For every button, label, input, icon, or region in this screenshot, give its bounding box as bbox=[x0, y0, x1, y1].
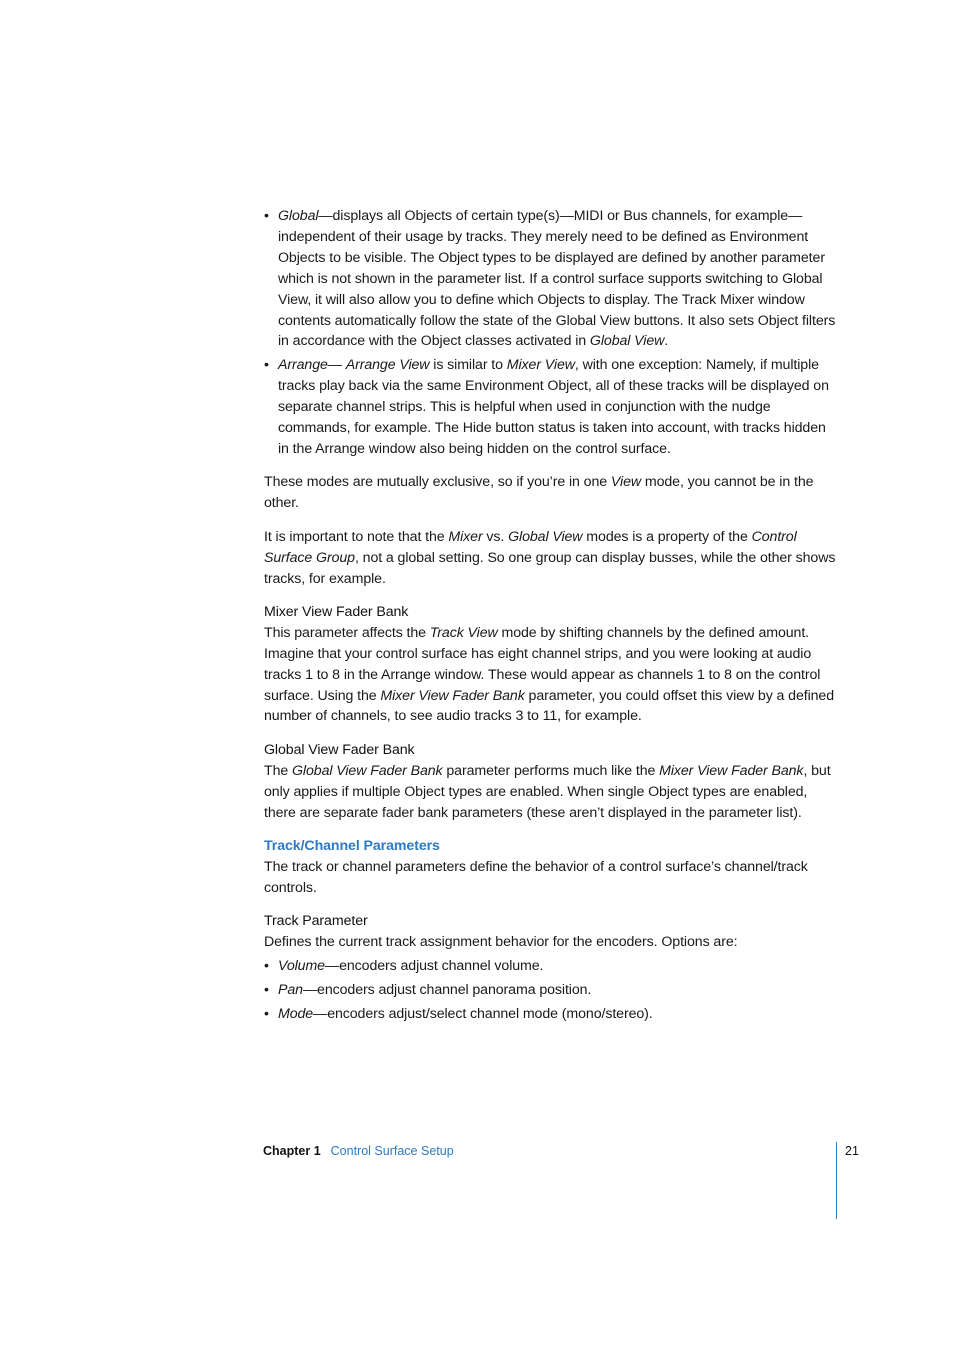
list-item-global bbox=[264, 206, 836, 352]
chapter-title-link[interactable]: Control Surface Setup bbox=[330, 1144, 454, 1158]
mixer-view-fader-bank-heading: Mixer View Fader Bank bbox=[264, 603, 409, 620]
dash: — bbox=[313, 1005, 328, 1022]
bullet: • bbox=[264, 357, 269, 374]
footer-divider bbox=[836, 1142, 837, 1219]
track-parameter-options bbox=[264, 956, 836, 1025]
text-run: modes is a property of the bbox=[582, 528, 752, 545]
text-run: This parameter affects the bbox=[264, 624, 430, 641]
paragraph-important bbox=[264, 527, 836, 590]
mixer-view-term: Mixer View bbox=[506, 357, 575, 374]
text-run: The track or channel parameters define the behavior of a control surface’s channel/track controls. bbox=[264, 858, 808, 896]
bullet: • bbox=[264, 1005, 269, 1022]
track-parameter-section bbox=[264, 911, 836, 953]
arrange-text-a: is similar to bbox=[429, 357, 507, 374]
text-run: Defines the current track assignment behavior for the encoders. Options are: bbox=[264, 934, 738, 951]
global-view-fader-bank-heading: Global View Fader Bank bbox=[264, 741, 415, 758]
em-run: Control Surface Group bbox=[264, 528, 797, 566]
arrange-view-term: Arrange View bbox=[345, 357, 430, 374]
em-run: Track View bbox=[429, 624, 498, 641]
em-run: Global View Fader Bank bbox=[292, 762, 443, 779]
page-footer bbox=[263, 1143, 454, 1159]
arrange-description: , with one exception: Namely, if multiple tracks play back via the same Environment Object, all of these tracks will be displayed on separate channel strips. This is helpful when used in conjunction with the nudge commands, for example. The Hide button status is taken into account, with tracks hidden in the Arrange window also being hidden on the control surface. bbox=[278, 357, 829, 457]
view-mode-list bbox=[264, 206, 836, 460]
track-parameter-heading: Track Parameter bbox=[264, 913, 368, 930]
text-run: mode, you cannot be in the other. bbox=[264, 474, 814, 512]
text-run: parameter performs much like the bbox=[442, 762, 660, 779]
bullet: • bbox=[264, 981, 269, 998]
page-body bbox=[264, 206, 836, 1037]
track-channel-parameters-heading: Track/Channel Parameters bbox=[264, 837, 440, 854]
em-run: Mixer View Fader Bank bbox=[659, 762, 804, 779]
list-item-mode bbox=[264, 1004, 836, 1025]
list-item-pan bbox=[264, 980, 836, 1001]
list-item-volume bbox=[264, 956, 836, 977]
term-pan: Pan bbox=[278, 981, 303, 998]
em-run: Mixer bbox=[448, 528, 483, 545]
text-run: It is important to note that the bbox=[264, 528, 449, 545]
mixer-view-fader-bank-section bbox=[264, 602, 836, 727]
text-run: , not a global setting. So one group can display busses, while the other shows tracks, for example. bbox=[264, 549, 836, 587]
term-arrange: Arrange bbox=[278, 357, 328, 374]
global-description: displays all Objects of certain type(s)—MIDI or Bus channels, for example—independent of their usage by tracks. They merely need to be defined as Environment Objects to be visible. The Object types to be displayed are defined by another parameter which is not shown in the parameter list. If a control surface supports switching to Global View, it will also allow you to define which Objects to display. The Track Mixer window contents automatically follow the state of the Global View buttons. It also sets Object filters in accordance with the Object classes activated in bbox=[278, 208, 836, 350]
text-run: vs. bbox=[482, 528, 509, 545]
global-view-term: Global View bbox=[589, 333, 665, 350]
em-run: Global View bbox=[508, 528, 583, 545]
dash: — bbox=[324, 958, 340, 974]
dash: — bbox=[302, 981, 318, 998]
text-run: The bbox=[264, 762, 292, 779]
text-run: mode by shifting channels by the defined amount. Imagine that your control surface has eight channel strips, and you were looking at audio tracks 1 to 8 in the Arrange window. These would appear as channels 1 to 8 on the control surface. Using the bbox=[264, 624, 821, 704]
mode-description: encoders adjust/select channel mode (mono/stereo). bbox=[327, 1005, 653, 1022]
bullet: • bbox=[264, 208, 269, 224]
bullet: • bbox=[264, 958, 269, 974]
period: . bbox=[664, 333, 669, 350]
text-run: These modes are mutually exclusive, so if you’re in one bbox=[264, 474, 611, 491]
text-run: , but only applies if multiple Object types are enabled. When single Object types are enabled, there are separate fader bank parameters (these aren’t displayed in the parameter list). bbox=[264, 762, 831, 821]
paragraph-modes bbox=[264, 472, 836, 514]
track-channel-parameters-section bbox=[264, 836, 836, 899]
dash: — bbox=[318, 208, 333, 224]
em-run: Mixer View Fader Bank bbox=[380, 687, 525, 704]
global-view-fader-bank-section bbox=[264, 740, 836, 824]
text-run: parameter, you could offset this view by a defined number of channels, to see audio tracks 3 to 11, for example. bbox=[264, 687, 835, 725]
term-mode: Mode bbox=[278, 1005, 314, 1022]
term-volume: Volume bbox=[278, 958, 325, 974]
volume-description: encoders adjust channel volume. bbox=[339, 958, 544, 974]
pan-description: encoders adjust channel panorama position. bbox=[317, 981, 592, 998]
dash: — bbox=[327, 357, 346, 374]
page-number: 21 bbox=[845, 1144, 859, 1158]
em-run: View bbox=[610, 474, 642, 491]
term-global: Global bbox=[278, 208, 319, 224]
chapter-label: Chapter 1 bbox=[263, 1144, 321, 1158]
list-item-arrange bbox=[264, 355, 836, 460]
